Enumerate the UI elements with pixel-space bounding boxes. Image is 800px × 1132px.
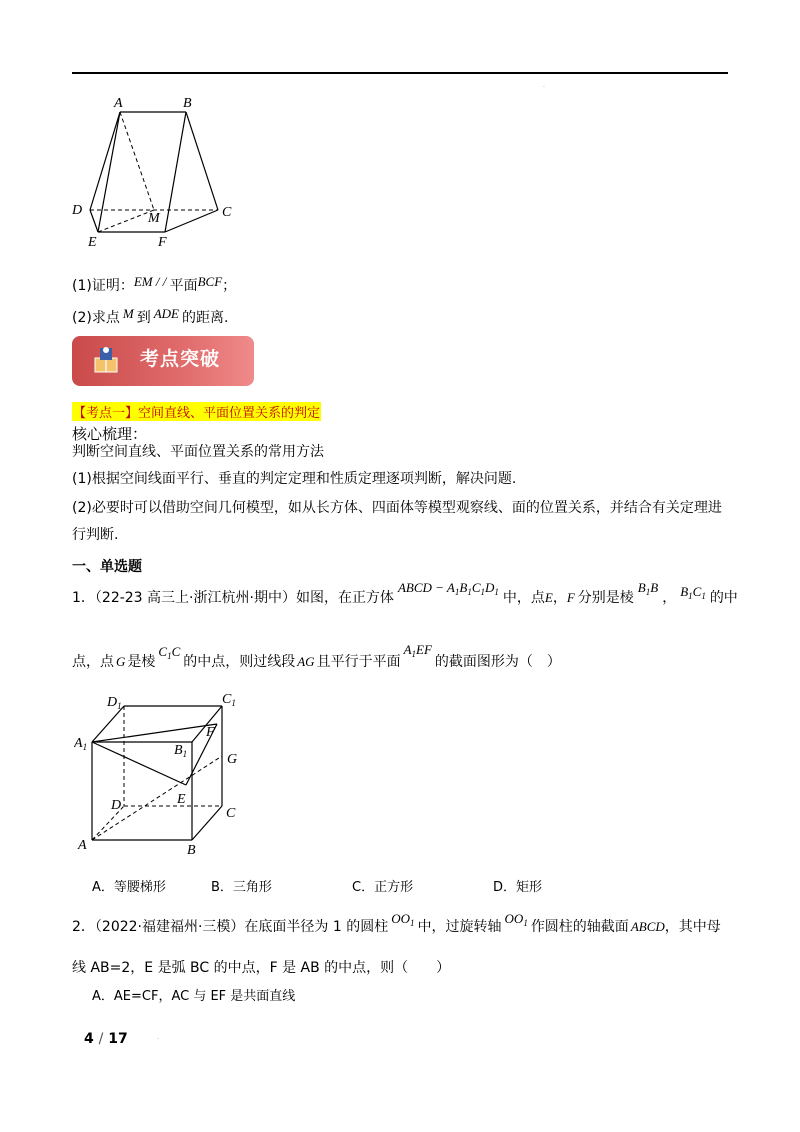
core-item-2a: (2)必要时可以借助空间几何模型，如从长方体、四面体等模型观察线、面的位置关系，并结合有关定理进: [72, 500, 722, 516]
label-C: C: [222, 205, 232, 220]
header-rule: [72, 72, 728, 74]
core-item-2b: 行判断.: [72, 527, 119, 543]
label-C1: $C_1$: [222, 692, 236, 708]
label-B1: $B_1$: [174, 743, 188, 759]
label-B: B: [183, 96, 192, 111]
q1-option-d[interactable]: D．矩形: [493, 880, 543, 895]
label-M: M: [148, 211, 160, 226]
q1-line1: 1．（22-23 高三上·浙江杭州·期中）如图，在正方体ABCD − $A_1B_1C_1D_1$ 中，点E，F 分别是棱$B_1B$， $B_1C_1$ 的中: [72, 580, 738, 606]
label-F: F: [206, 725, 215, 740]
core-item-1: (1)根据空间线面平行、垂直的判定定理和性质定理逐项判断，解决问题.: [72, 471, 517, 487]
section-title: 一、单选题: [72, 559, 142, 575]
label-E: E: [88, 235, 97, 250]
figure-cube: [74, 690, 254, 860]
q1-option-c[interactable]: C．正方形: [352, 880, 414, 895]
core-title: 核心梳理：: [72, 425, 148, 443]
label-G: G: [227, 752, 238, 767]
q2-line1: 2．（2022·福建福州·三模）在底面半径为 1 的圆柱$OO_1$ 中，过旋转轴$OO_1$ 作圆柱的轴截面 ABCD，其中母: [72, 911, 721, 935]
footer-dot: ·: [157, 1036, 159, 1043]
page-number: 4 / 17: [84, 1031, 128, 1047]
banner-title: 考点突破: [140, 348, 221, 370]
label-C: C: [226, 806, 236, 821]
figure-polyhedron: [70, 92, 240, 252]
part-2: (2)求点 M 到 ADE 的距离.: [72, 306, 229, 326]
header-dot: ·: [543, 84, 545, 91]
label-A: A: [114, 96, 123, 111]
label-D: D: [72, 203, 83, 218]
label-E: E: [177, 792, 186, 807]
part-1: (1)证明：EM / / 平面BCF；: [72, 274, 237, 294]
label-D1: $D_1$: [107, 695, 122, 711]
label-A1: $A_1$: [74, 736, 88, 752]
label-D: D: [111, 798, 122, 813]
kaodian-title: 【考点一】空间直线、平面位置关系的判定: [72, 402, 321, 421]
q1-option-a[interactable]: A．等腰梯形: [92, 880, 166, 895]
book-icon: [92, 344, 120, 376]
label-A: A: [78, 838, 87, 853]
label-B: B: [187, 843, 196, 858]
q2-option-a[interactable]: A．AE=CF，AC 与 EF 是共面直线: [92, 989, 296, 1004]
core-subtitle: 判断空间直线、平面位置关系的常用方法: [72, 444, 324, 460]
q1-option-b[interactable]: B．三角形: [211, 880, 272, 895]
q2-line2: 线 AB=2，E 是弧 BC 的中点，F 是 AB 的中点，则（ ）: [72, 960, 451, 976]
label-F: F: [158, 235, 167, 250]
q1-line2: 点，点 G 是棱$C_1C$的中点，则过线段 AG 且平行于平面$A_1EF$的截面图形为（ ）: [72, 642, 561, 670]
